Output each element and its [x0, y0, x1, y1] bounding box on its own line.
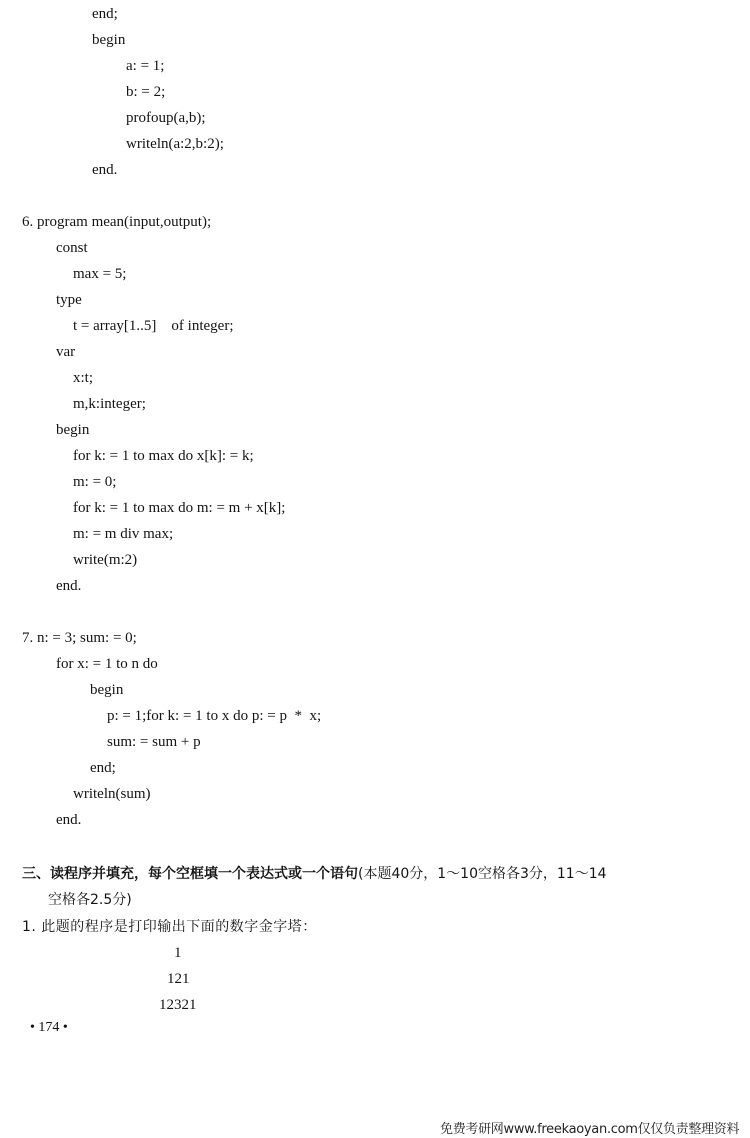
- watermark: 免费考研网www.freekaoyan.com仅仅负责整理资料: [440, 1122, 740, 1137]
- code-line: m,k:integer;: [73, 396, 146, 412]
- code-line: end.: [56, 812, 82, 828]
- code-line: end;: [92, 6, 118, 22]
- code-line: for x: = 1 to n do: [56, 656, 158, 672]
- code-line: max = 5;: [73, 266, 127, 282]
- code-line: for k: = 1 to max do m: = m + x[k];: [73, 500, 286, 516]
- program-7-header: 7. n: = 3; sum: = 0;: [22, 630, 137, 646]
- section-3-title: [22, 864, 607, 884]
- code-line: sum: = sum + p: [107, 734, 201, 750]
- code-line: t = array[1..5] of integer;: [73, 318, 234, 334]
- code-line: begin: [92, 32, 126, 48]
- code-line: var: [56, 344, 76, 360]
- code-line: profoup(a,b);: [126, 110, 206, 126]
- code-line: writeln(sum): [73, 786, 151, 802]
- question-1: 1. 此题的程序是打印输出下面的数字金字塔：: [22, 919, 317, 935]
- code-line: b: = 2;: [126, 84, 166, 100]
- code-line: m: = m div max;: [73, 526, 174, 542]
- code-line: for k: = 1 to max do x[k]: = k;: [73, 448, 254, 464]
- code-line: p: = 1;for k: = 1 to x do p: = p * x;: [107, 708, 322, 724]
- pyramid-row: 12321: [159, 997, 197, 1013]
- code-line: x:t;: [73, 370, 94, 386]
- section-3-title-bold: 三、读程序并填充，每个空框填一个表达式或一个语句: [22, 866, 358, 882]
- code-line: type: [56, 292, 82, 308]
- program-6-header: 6. program mean(input,output);: [22, 214, 212, 230]
- pyramid-row: 121: [167, 971, 190, 987]
- code-line: m: = 0;: [73, 474, 117, 490]
- code-line: begin: [90, 682, 124, 698]
- code-line: a: = 1;: [126, 58, 165, 74]
- code-line: end.: [92, 162, 118, 178]
- code-line: end;: [90, 760, 116, 776]
- section-3-title-rest: (本题40分，1～10空格各3分，11～14: [358, 866, 607, 882]
- page-number: • 174 •: [30, 1020, 68, 1035]
- code-line: end.: [56, 578, 82, 594]
- code-line: const: [56, 240, 88, 256]
- code-line: write(m:2): [73, 552, 138, 568]
- code-line: writeln(a:2,b:2);: [126, 136, 224, 152]
- code-line: begin: [56, 422, 90, 438]
- section-3-title-cont: 空格各2.5分): [48, 892, 132, 908]
- pyramid-row: 1: [174, 945, 182, 961]
